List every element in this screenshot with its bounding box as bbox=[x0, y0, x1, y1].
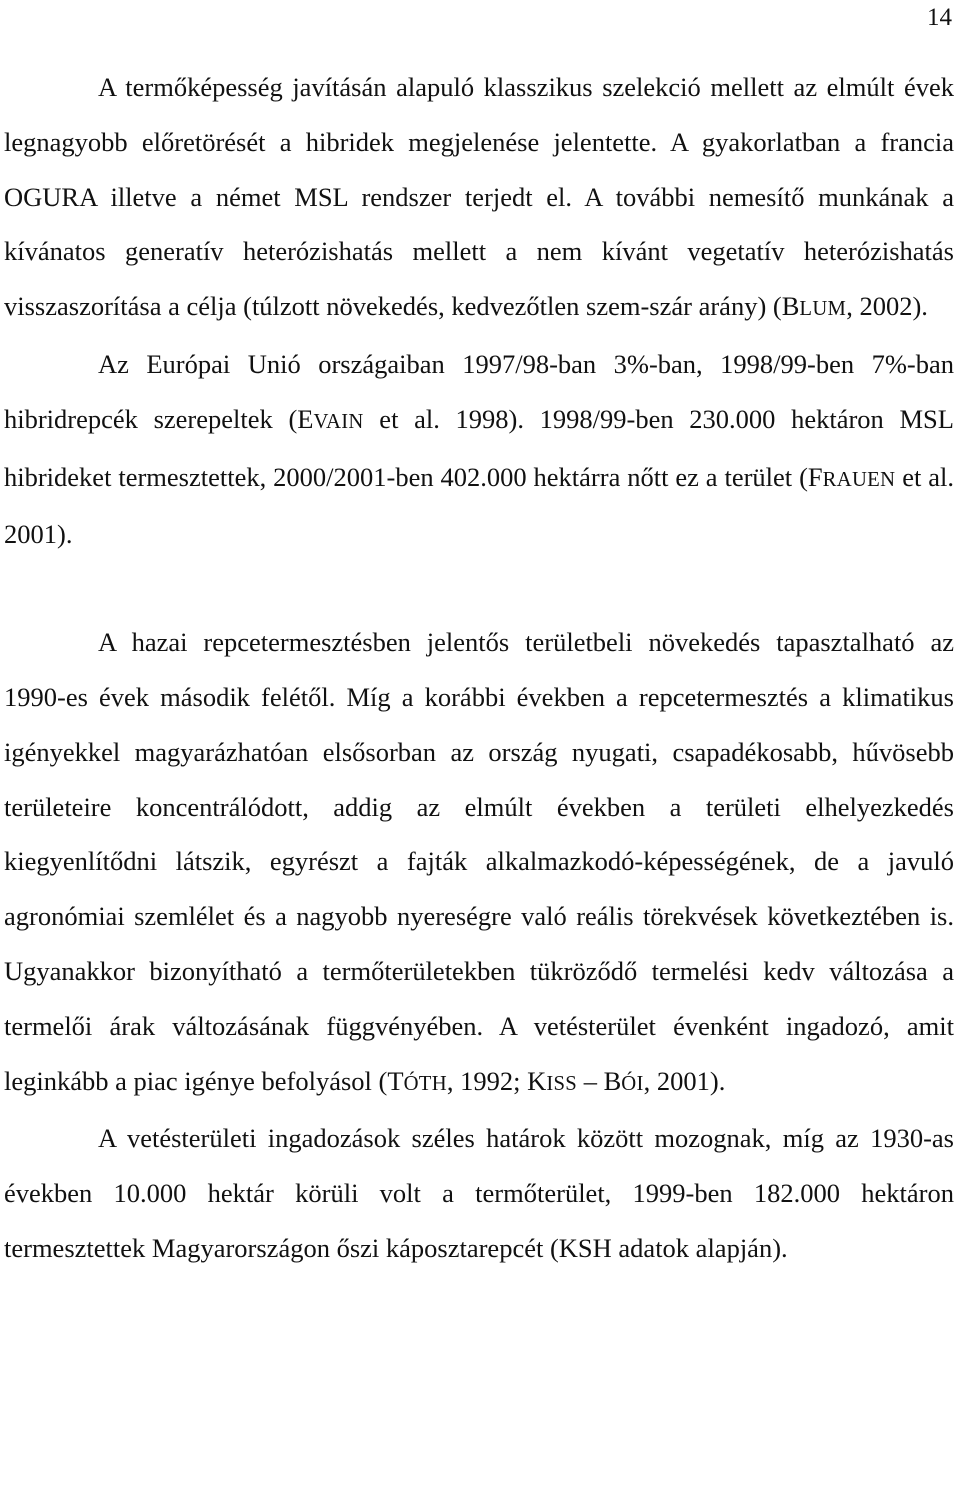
citation-smallcaps: ÓI bbox=[621, 1072, 644, 1095]
paragraph-hybrids bbox=[4, 60, 954, 337]
citation-author-evain bbox=[297, 404, 363, 434]
citation-initial: T bbox=[387, 1065, 404, 1096]
citation-initial: F bbox=[807, 461, 823, 492]
paragraph-text: A vetésterületi ingadozások széles határok között mozognak, míg az 1930-as években 10.000 hektár körüli volt a termőterület, 1999-ben 182.000 hektáron termesztettek Magyarországon őszi káposztarepcét (KSH adatok alapján). bbox=[4, 1123, 954, 1263]
citation-smallcaps: RAUEN bbox=[822, 468, 896, 491]
citation-initial: K bbox=[527, 1065, 547, 1096]
citation-smallcaps: VAIN bbox=[313, 410, 364, 433]
paragraph-text: et al. 1998). 1998/99-ben 230.000 hektáron MSL hibrideket termesztettek, 2000/2001-ben 402.000 hektárra nőtt ez a terület ( bbox=[4, 403, 954, 492]
citation-author-blum bbox=[782, 291, 847, 321]
citation-smallcaps: ISS bbox=[546, 1072, 578, 1095]
paragraph-text: A termőképesség javításán alapuló klasszikus szelekció mellett az elmúlt évek legnagyobb előretörését a hibridek megjelenése jelentette. A gyakorlatban a francia OGURA illetve a német MSL rendszer terjedt el. A további nemesítő munkának a kívánatos generatív heterózishatás mellett a nem kívánt vegetatív heterózishatás visszaszorítása a célja (túlzott növekedés, kedvezőtlen szem-szár arány) ( bbox=[4, 72, 954, 322]
citation-author-frauen bbox=[808, 462, 895, 492]
paragraph-text: , 1992; bbox=[446, 1065, 528, 1096]
paragraph-area-fluctuation bbox=[4, 1111, 954, 1275]
citation-smallcaps: LUM bbox=[799, 298, 847, 321]
page-number: 14 bbox=[927, 4, 952, 31]
paragraph-text: , 2001). bbox=[643, 1065, 726, 1096]
paragraph-text: Az Európai Unió országaiban 1997/98-ban 3%-ban, 1998/99-ben 7%-ban hibridrepcék szerepeltek ( bbox=[4, 348, 954, 434]
citation-author-boi bbox=[604, 1066, 644, 1096]
citation-initial: B bbox=[781, 291, 800, 322]
paragraph-text: – bbox=[577, 1065, 604, 1096]
paragraph-eu-hybrids bbox=[4, 337, 954, 562]
paragraph-domestic-production bbox=[4, 615, 954, 1111]
paragraph-text: et al. 2001). bbox=[4, 461, 955, 550]
citation-author-toth bbox=[387, 1066, 447, 1096]
paragraph-text: , 2002). bbox=[846, 291, 928, 322]
citation-smallcaps: ÓTH bbox=[403, 1072, 447, 1095]
citation-author-kiss bbox=[527, 1066, 577, 1096]
citation-initial: B bbox=[603, 1065, 622, 1096]
paragraph-text: A hazai repcetermesztésben jelentős területbeli növekedés tapasztalható az 1990-es évek második felétől. Míg a korábbi években a repcetermesztés a klimatikus igényekkel magyarázhatóan elsősorban az ország nyugati, csapadékosabb, hűvösebb területeire koncentrálódott, addig az elmúlt években a területi elhelyezkedés kiegyenlítődni látszik, egyrészt a fajták alkalmazkodó-képességének, de a javuló agronómiai szemlélet és a nagyobb nyereségre való reális törekvések következtében is. Ugyanakkor bizonyítható a termőterületekben tükröződő termelési kedv változása a termelői árak változásának függvényében. A vetésterület évenként ingadozó, amit leginkább a piac igénye befolyásol ( bbox=[4, 627, 954, 1096]
document-body bbox=[4, 60, 954, 1276]
citation-initial: E bbox=[297, 403, 314, 434]
